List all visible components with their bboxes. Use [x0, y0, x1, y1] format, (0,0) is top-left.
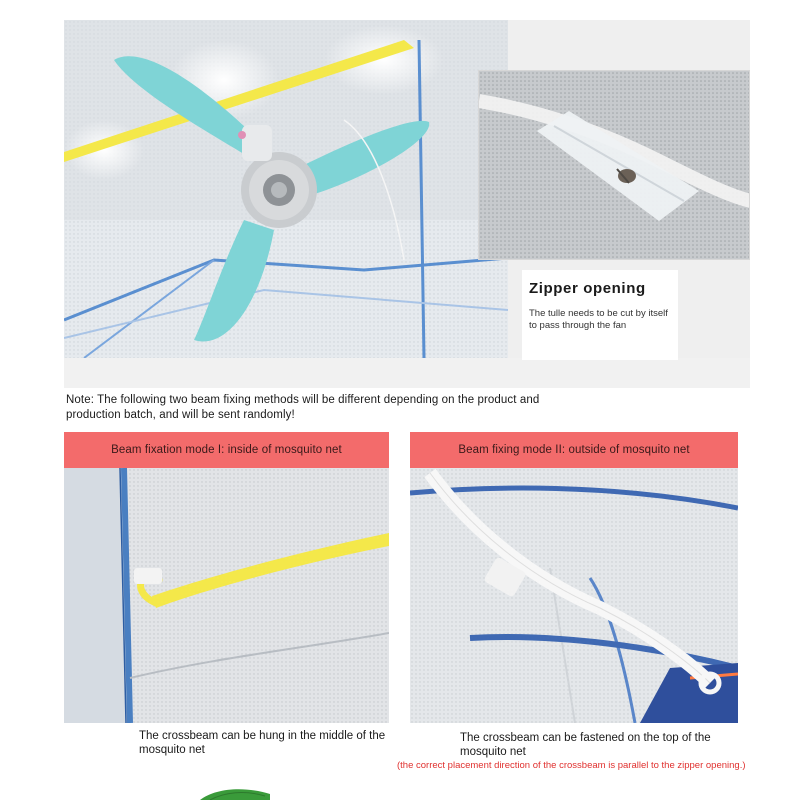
- beam-fixing-note: Note: The following two beam fixing methods will be different depending on the product and production batch, and will be sent randomly!: [66, 394, 540, 421]
- zipper-description: The tulle needs to be cut by itself to pass through the fan: [529, 308, 668, 331]
- zipper-title: Zipper opening: [529, 280, 646, 297]
- mode-1-banner: [64, 432, 389, 468]
- zipper-info-card: [522, 270, 678, 360]
- zipper-illustration: [479, 71, 750, 260]
- mode-2-banner: [410, 432, 738, 468]
- fan-illustration: [64, 20, 508, 358]
- placement-note: (the correct placement direction of the crossbeam is parallel to the zipper opening.): [397, 760, 746, 771]
- right-background-panel: [508, 20, 750, 70]
- leaf-decoration: [200, 786, 270, 800]
- mode-2-illustration: [410, 468, 738, 723]
- fan-photo: [64, 20, 508, 358]
- zipper-inset-photo: [478, 70, 750, 260]
- mode-2-photo: [410, 468, 738, 723]
- mode-2-caption: The crossbeam can be fastened on the top of the mosquito net: [460, 732, 711, 758]
- mode-1-caption: The crossbeam can be hung in the middle of the mosquito net: [139, 730, 386, 756]
- mode-1-illustration: [64, 468, 389, 723]
- mode-1-photo: [64, 468, 389, 723]
- background-strip: [64, 358, 750, 388]
- mode-2-banner-label: Beam fixing mode II: outside of mosquito net: [458, 444, 690, 456]
- mode-1-banner-label: Beam fixation mode I: inside of mosquito net: [111, 444, 342, 456]
